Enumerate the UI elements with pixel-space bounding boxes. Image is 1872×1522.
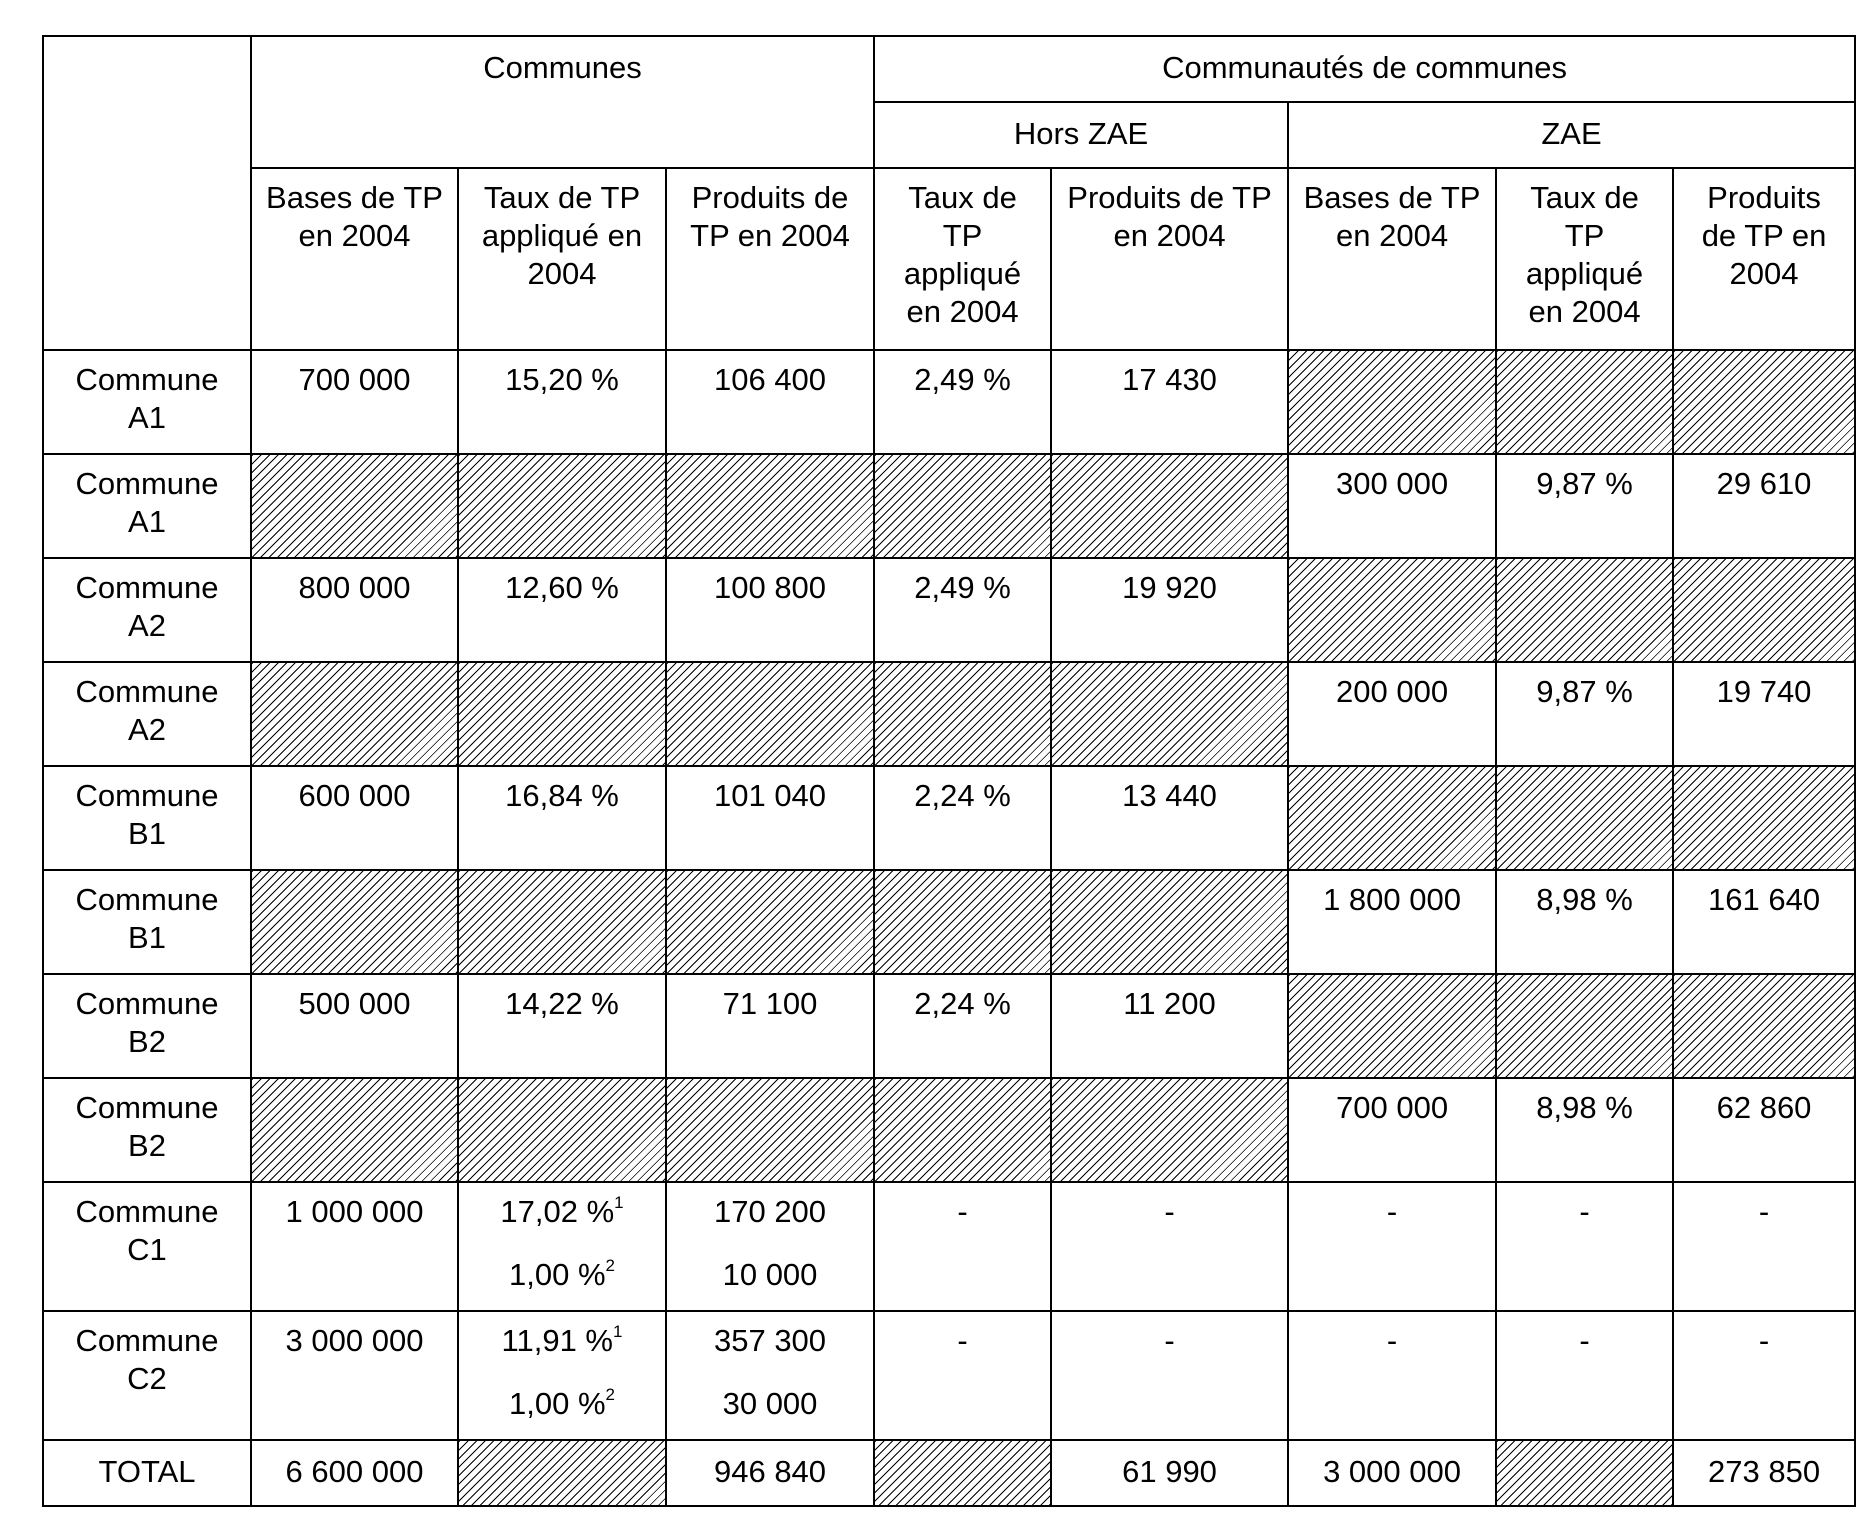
header-communautes: Communautés de communes xyxy=(874,36,1855,102)
table-cell: 161 640 xyxy=(1673,870,1855,974)
hatched-cell xyxy=(1288,974,1496,1078)
hatched-cell xyxy=(1051,662,1288,766)
total-row xyxy=(43,1440,1855,1506)
table-cell: 8,98 % xyxy=(1496,870,1673,974)
hatched-cell xyxy=(666,870,874,974)
product-line: 357 300 xyxy=(713,1323,827,1358)
hatched-cell xyxy=(1496,766,1673,870)
col-header: Produits de TP en 2004 xyxy=(1673,168,1855,350)
row-label: Commune A1 xyxy=(43,454,251,558)
hatched-cell xyxy=(1496,1440,1673,1506)
table-cell: 800 000 xyxy=(251,558,458,662)
table-row xyxy=(43,870,1855,974)
table-cell: 14,22 % xyxy=(458,974,666,1078)
table-cell: 200 000 xyxy=(1288,662,1496,766)
header-row-3 xyxy=(43,168,1855,350)
hatched-cell xyxy=(1673,766,1855,870)
table-row xyxy=(43,1078,1855,1182)
total-cell: 3 000 000 xyxy=(1288,1440,1496,1506)
table-row xyxy=(43,558,1855,662)
dash-cell: - xyxy=(1051,1311,1288,1440)
hatched-cell xyxy=(1496,350,1673,454)
hatched-cell xyxy=(1673,558,1855,662)
table-cell: 600 000 xyxy=(251,766,458,870)
hatched-cell xyxy=(666,454,874,558)
row-label: Commune C2 xyxy=(43,1311,251,1440)
col-header: Taux de TP appliqué en 2004 xyxy=(1496,168,1673,350)
table-cell: 12,60 % xyxy=(458,558,666,662)
hatched-cell xyxy=(874,662,1051,766)
tp-table xyxy=(42,35,1856,1507)
table-cell: 62 860 xyxy=(1673,1078,1855,1182)
total-cell: 6 600 000 xyxy=(251,1440,458,1506)
dash-cell: - xyxy=(1673,1311,1855,1440)
table-cell xyxy=(458,1182,666,1311)
table-cell: 2,24 % xyxy=(874,974,1051,1078)
dash-cell: - xyxy=(1051,1182,1288,1311)
hatched-cell xyxy=(1288,558,1496,662)
hatched-cell xyxy=(666,662,874,766)
col-header: Bases de TP en 2004 xyxy=(1288,168,1496,350)
row-label: Commune A1 xyxy=(43,350,251,454)
row-label: Commune B1 xyxy=(43,766,251,870)
table-row xyxy=(43,1311,1855,1440)
table-cell: 71 100 xyxy=(666,974,874,1078)
dash-cell: - xyxy=(874,1182,1051,1311)
table-cell: 2,49 % xyxy=(874,350,1051,454)
hatched-cell xyxy=(251,1078,458,1182)
table-cell xyxy=(458,1311,666,1440)
table-cell: 8,98 % xyxy=(1496,1078,1673,1182)
dash-cell: - xyxy=(1673,1182,1855,1311)
hatched-cell xyxy=(874,454,1051,558)
hatched-cell xyxy=(1673,974,1855,1078)
header-zae: ZAE xyxy=(1288,102,1855,168)
hatched-cell xyxy=(251,870,458,974)
table-row xyxy=(43,974,1855,1078)
table-row xyxy=(43,1182,1855,1311)
rate-line: 1,00 %$^2$ xyxy=(509,1256,615,1292)
table-cell: 1 000 000 xyxy=(251,1182,458,1311)
hatched-cell xyxy=(1288,350,1496,454)
row-label: Commune A2 xyxy=(43,662,251,766)
hatched-cell xyxy=(666,1078,874,1182)
table-cell: 2,24 % xyxy=(874,766,1051,870)
table-cell: 15,20 % xyxy=(458,350,666,454)
table-cell: 700 000 xyxy=(1288,1078,1496,1182)
col-header: Taux de TP appliqué en 2004 xyxy=(458,168,666,350)
hatched-cell xyxy=(874,870,1051,974)
hatched-cell xyxy=(1051,870,1288,974)
hatched-cell xyxy=(458,662,666,766)
table-cell: 29 610 xyxy=(1673,454,1855,558)
row-label: Commune B2 xyxy=(43,974,251,1078)
hatched-cell xyxy=(458,1078,666,1182)
col-header: Taux de TP appliqué en 2004 xyxy=(874,168,1051,350)
footnote-mark: 1 xyxy=(612,1322,623,1341)
rate-line: 17,02 %$^1$ xyxy=(500,1193,624,1229)
footnote-mark: 2 xyxy=(605,1385,615,1404)
table-cell: 9,87 % xyxy=(1496,662,1673,766)
hatched-cell xyxy=(458,870,666,974)
product-line: 30 000 xyxy=(722,1386,818,1421)
rate-line: 11,91 %$^1$ xyxy=(501,1322,623,1358)
table-cell: 300 000 xyxy=(1288,454,1496,558)
hatched-cell xyxy=(1496,558,1673,662)
hatched-cell xyxy=(874,1440,1051,1506)
hatched-cell xyxy=(251,454,458,558)
hatched-cell xyxy=(458,454,666,558)
footnote-mark: 1 xyxy=(614,1193,624,1212)
table-row xyxy=(43,454,1855,558)
row-label: Commune B2 xyxy=(43,1078,251,1182)
table-cell: 500 000 xyxy=(251,974,458,1078)
row-label: Commune B1 xyxy=(43,870,251,974)
table-cell: 1 800 000 xyxy=(1288,870,1496,974)
product-line: 10 000 xyxy=(722,1257,818,1292)
header-row-1 xyxy=(43,36,1855,102)
table-cell: 13 440 xyxy=(1051,766,1288,870)
table-cell: 101 040 xyxy=(666,766,874,870)
product-line: 170 200 xyxy=(713,1194,827,1229)
table-row xyxy=(43,662,1855,766)
table-cell: 11 200 xyxy=(1051,974,1288,1078)
dash-cell: - xyxy=(1288,1182,1496,1311)
col-header: Bases de TP en 2004 xyxy=(251,168,458,350)
table-cell: 19 740 xyxy=(1673,662,1855,766)
dash-cell: - xyxy=(1496,1311,1673,1440)
header-hors-zae: Hors ZAE xyxy=(874,102,1288,168)
table-cell: 3 000 000 xyxy=(251,1311,458,1440)
row-label: Commune C1 xyxy=(43,1182,251,1311)
total-cell: 61 990 xyxy=(1051,1440,1288,1506)
table-cell: 16,84 % xyxy=(458,766,666,870)
table-cell: 106 400 xyxy=(666,350,874,454)
hatched-cell xyxy=(1051,1078,1288,1182)
table-cell xyxy=(666,1311,874,1440)
table-cell: 17 430 xyxy=(1051,350,1288,454)
table-cell xyxy=(666,1182,874,1311)
hatched-cell xyxy=(1673,350,1855,454)
col-header: Produits de TP en 2004 xyxy=(1051,168,1288,350)
table-cell: 19 920 xyxy=(1051,558,1288,662)
table-cell: 700 000 xyxy=(251,350,458,454)
hatched-cell xyxy=(874,1078,1051,1182)
row-label: Commune A2 xyxy=(43,558,251,662)
col-header: Produits de TP en 2004 xyxy=(666,168,874,350)
table-cell: 100 800 xyxy=(666,558,874,662)
footnote-mark: 2 xyxy=(605,1256,615,1275)
hatched-cell xyxy=(1496,974,1673,1078)
total-label: TOTAL xyxy=(43,1440,251,1506)
table-cell: 9,87 % xyxy=(1496,454,1673,558)
dash-cell: - xyxy=(874,1311,1051,1440)
table-row xyxy=(43,766,1855,870)
hatched-cell xyxy=(1051,454,1288,558)
header-communes: Communes xyxy=(251,36,874,168)
hatched-cell xyxy=(251,662,458,766)
dash-cell: - xyxy=(1496,1182,1673,1311)
hatched-cell xyxy=(458,1440,666,1506)
corner-cell xyxy=(43,36,251,350)
total-cell: 273 850 xyxy=(1673,1440,1855,1506)
total-cell: 946 840 xyxy=(666,1440,874,1506)
table-cell: 2,49 % xyxy=(874,558,1051,662)
dash-cell: - xyxy=(1288,1311,1496,1440)
table-row xyxy=(43,350,1855,454)
hatched-cell xyxy=(1288,766,1496,870)
rate-line: 1,00 %$^2$ xyxy=(509,1385,615,1421)
